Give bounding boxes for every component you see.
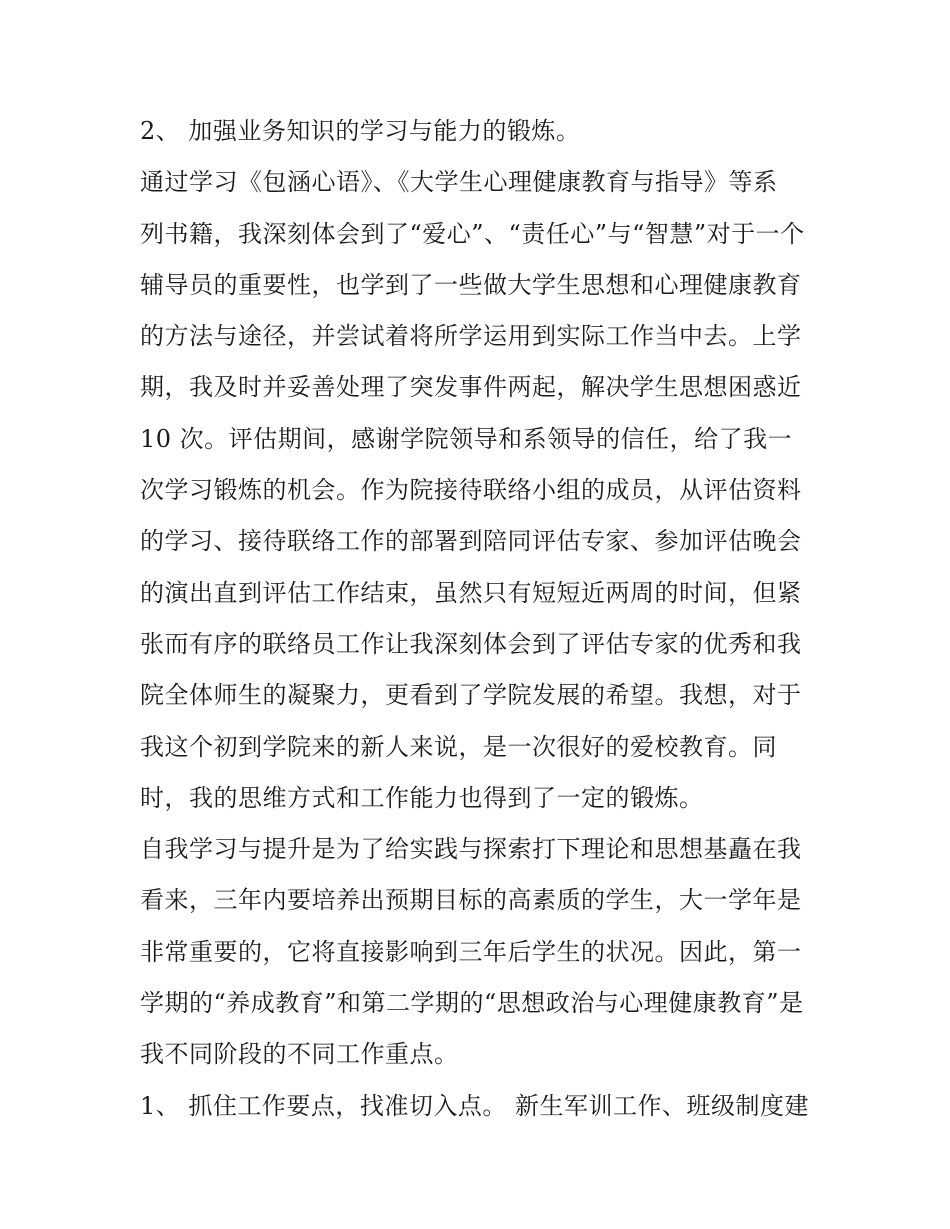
- text-line-9: 的学习、接待联络工作的部署到陪同评估专家、参加评估晚会: [140, 527, 802, 556]
- text-line-15: 自我学习与提升是为了给实践与探索打下理论和思想基矗在我: [140, 835, 802, 864]
- text-line-4: 辅导员的重要性，也学到了一些做大学生思想和心理健康教育: [140, 270, 802, 299]
- text-line-12: 院全体师生的凝聚力，更看到了学院发展的希望。我想，对于: [140, 681, 802, 710]
- text-line-14: 时，我的思维方式和工作能力也得到了一定的锻炼。: [140, 783, 704, 812]
- text-line-16: 看来，三年内要培养出预期目标的高素质的学生，大一学年是: [140, 886, 802, 915]
- text-line-2: 通过学习《包涵心语》、《大学生心理健康教育与指导》等系: [140, 168, 778, 197]
- text-line-13: 我这个初到学院来的新人来说，是一次很好的爱校教育。同: [140, 732, 777, 761]
- text-line-5: 的方法与途径，并尝试着将所学运用到实际工作当中去。上学: [140, 322, 802, 351]
- text-line-19: 我不同阶段的不同工作重点。: [140, 1040, 459, 1069]
- text-line-1: 2、 加强业务知识的学习与能力的锻炼。: [140, 117, 581, 145]
- text-line-17: 非常重要的，它将直接影响到三年后学生的状况。因此，第一: [140, 937, 802, 966]
- text-line-18: 学期的“养成教育”和第二学期的“思想政治与心理健康教育”是: [140, 989, 804, 1018]
- text-line-11: 张而有序的联络员工作让我深刻体会到了评估专家的优秀和我: [140, 629, 802, 658]
- text-line-8: 次学习锻炼的机会。作为院接待联络小组的成员，从评估资料: [140, 476, 802, 505]
- text-line-6: 期，我及时并妥善处理了突发事件两起，解决学生思想困惑近: [140, 373, 802, 402]
- text-line-3: 列书籍，我深刻体会到了“爱心”、“责任心”与“智慧”对于一个: [140, 219, 805, 248]
- text-line-20: 1、 抓住工作要点，找准切入点。 新生军训工作、班级制度建: [140, 1091, 810, 1120]
- text-line-10: 的演出直到评估工作结束，虽然只有短短近两周的时间，但紧: [140, 578, 802, 607]
- text-line-7: 10 次。评估期间，感谢学院领导和系领导的信任，给了我一: [140, 424, 793, 453]
- document-body: [140, 106, 820, 1132]
